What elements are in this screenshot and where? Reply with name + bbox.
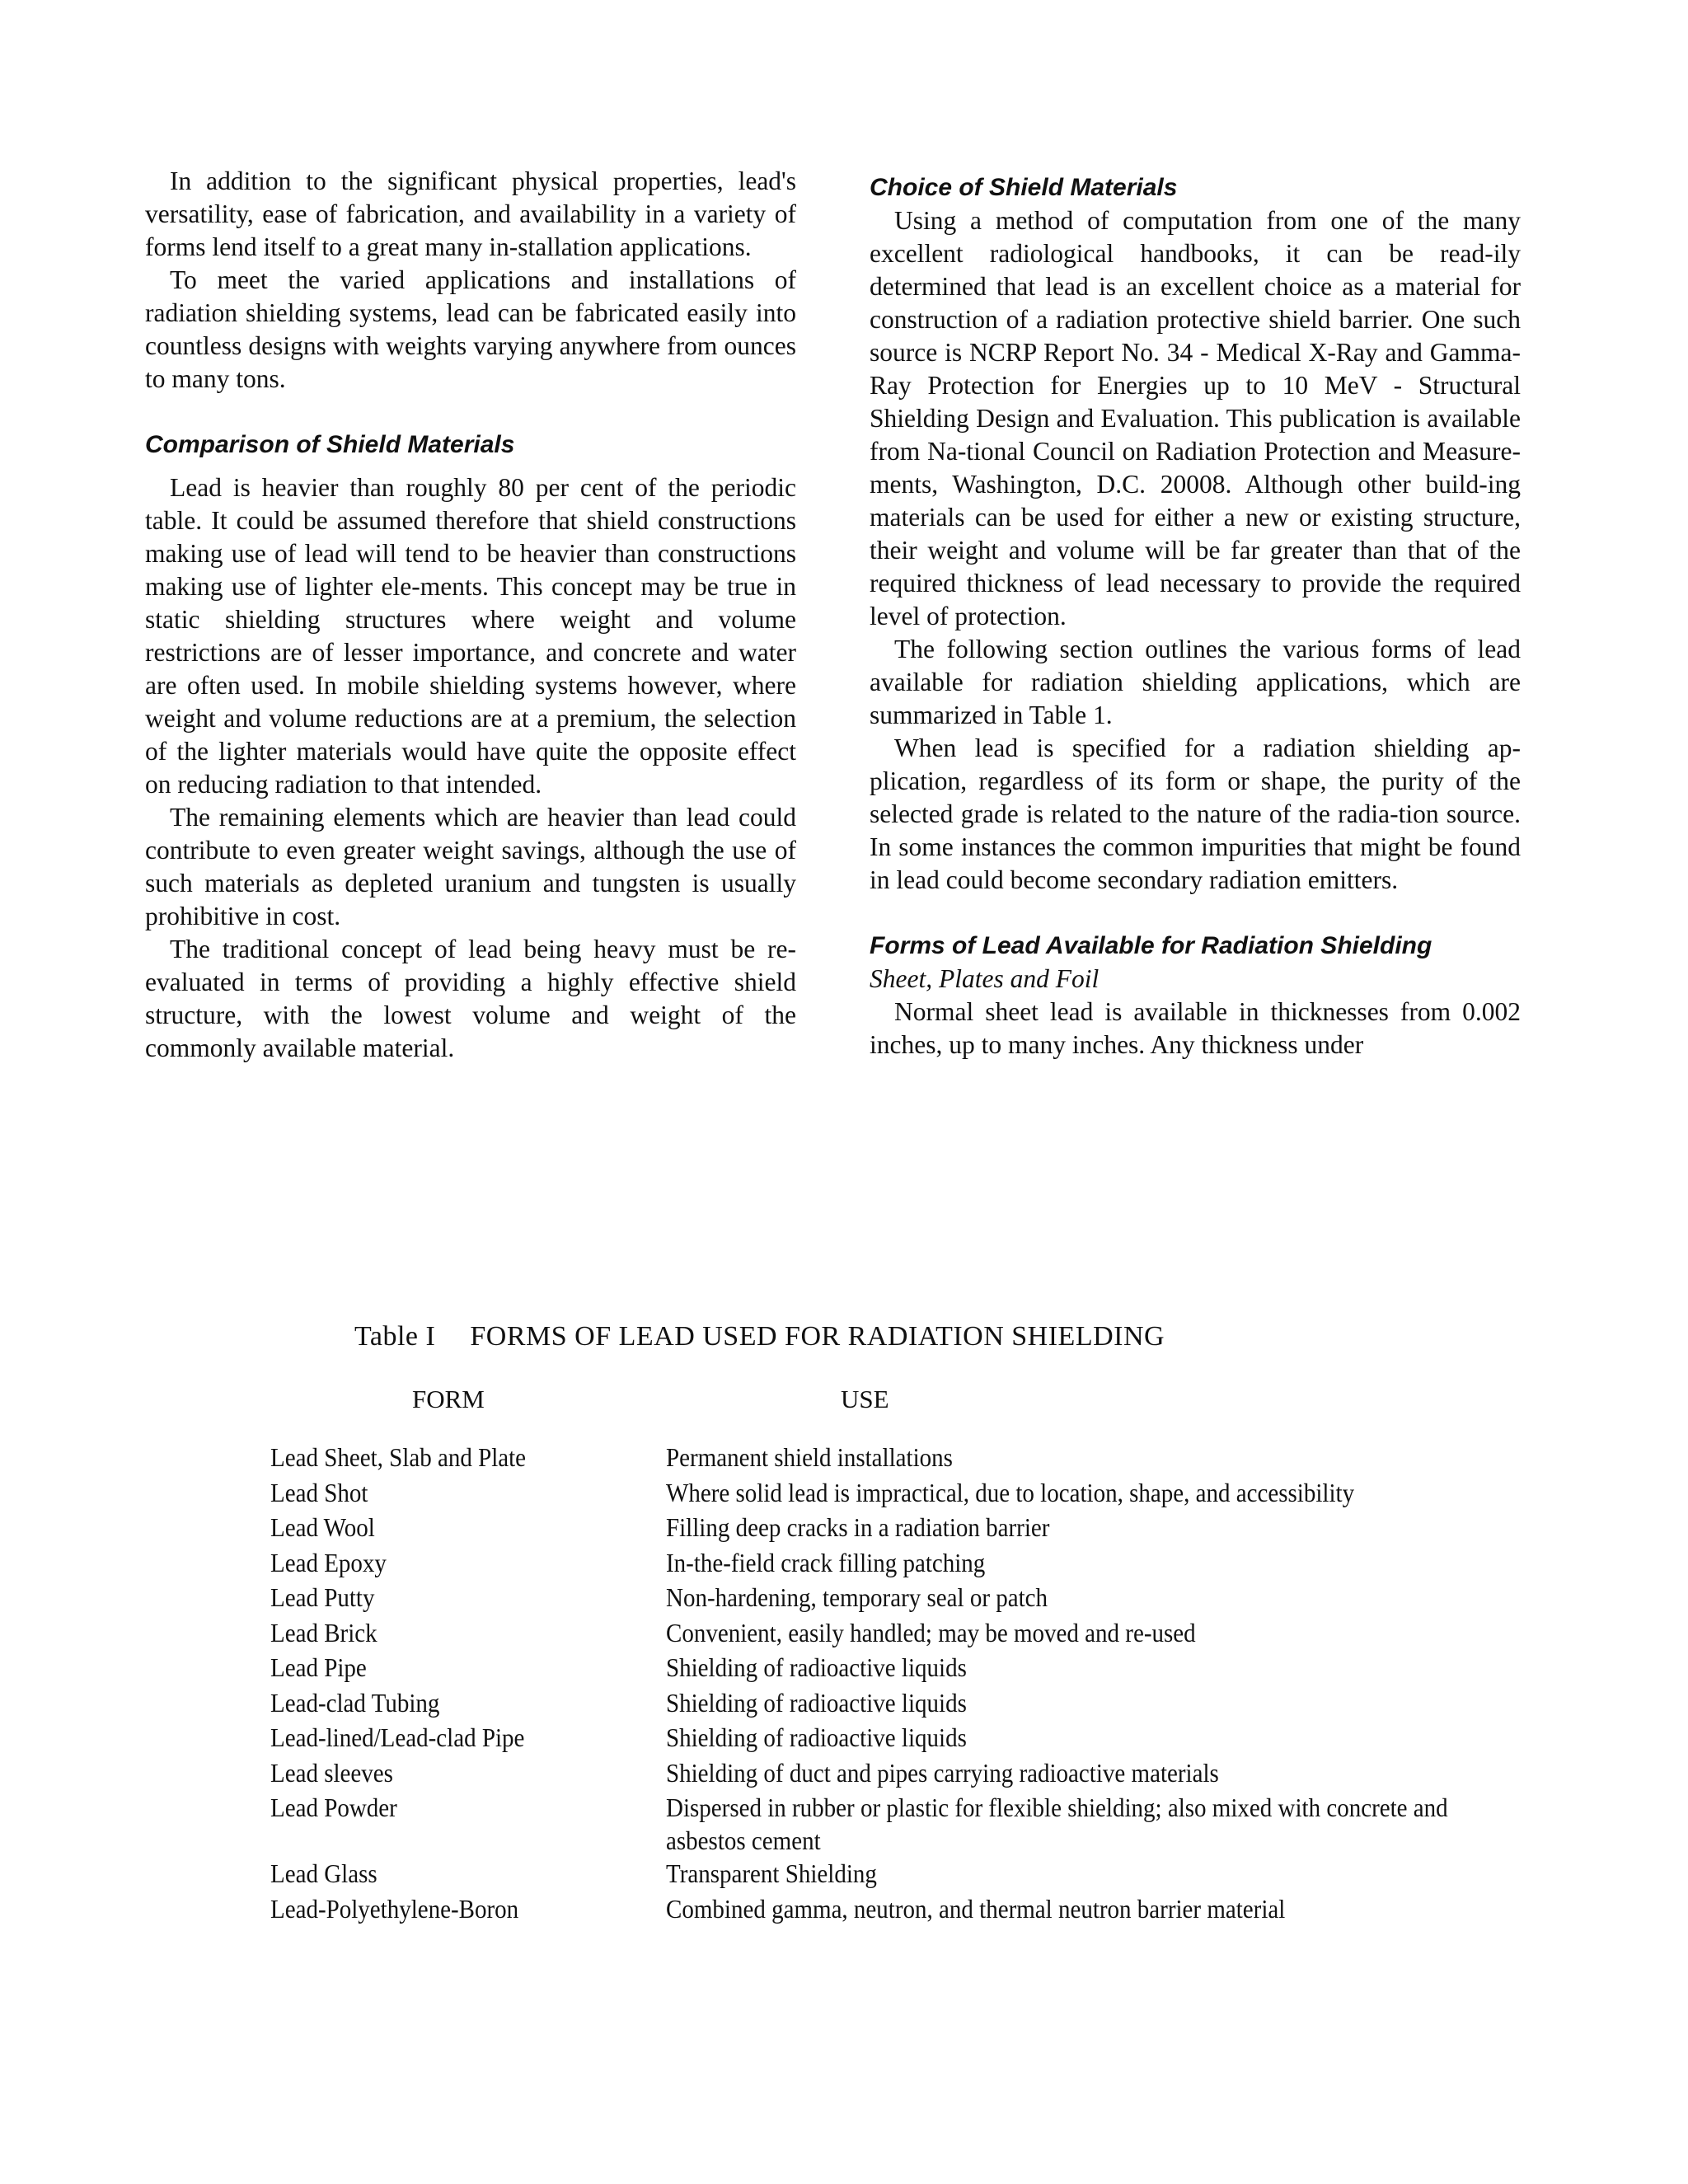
column-header-form: FORM xyxy=(412,1385,485,1413)
left-column xyxy=(145,165,796,1065)
table-row xyxy=(0,1652,1688,1690)
table-row xyxy=(0,1512,1688,1550)
use-cell: Shielding of radioactive liquids xyxy=(666,1689,967,1718)
comparison-paragraph-3: The traditional concept of lead being heavy must be re-evaluated in terms of providing a highly effective shield structure, with the lowest volume and weight of the commonly available material. xyxy=(145,935,796,1062)
intro-paragraph-1: In addition to the significant physical properties, lead's versatility, ease of fabrication, and availability in a variety of forms lend itself to a great many in-stallation applications. xyxy=(145,166,796,261)
form-cell: Lead Putty xyxy=(270,1584,375,1613)
choice-paragraph-2: The following section outlines the various forms of lead available for radiation shielding applications, which are summarized in Table 1. xyxy=(870,635,1521,729)
table-row xyxy=(0,1722,1688,1760)
use-cell: Dispersed in rubber or plastic for flexible shielding; also mixed with concrete and asbestos cement xyxy=(666,1794,1448,1856)
comparison-paragraph-2: The remaining elements which are heavier than lead could contribute to even greater weight savings, although the use of such materials as depleted uranium and tungsten is usually prohibitive in cost. xyxy=(145,803,796,930)
form-cell: Lead Brick xyxy=(270,1619,377,1648)
choice-heading: Choice of Shield Materials xyxy=(870,174,1178,201)
forms-heading: Forms of Lead Available for Radiation Shielding xyxy=(870,932,1432,959)
form-cell: Lead Epoxy xyxy=(270,1549,387,1578)
use-cell: Shielding of radioactive liquids xyxy=(666,1724,967,1753)
form-cell: Lead Pipe xyxy=(270,1654,367,1683)
use-cell: Shielding of duct and pipes carrying radioactive materials xyxy=(666,1759,1219,1788)
form-cell: Lead Powder xyxy=(270,1794,397,1823)
table-row xyxy=(0,1758,1688,1796)
table-row xyxy=(0,1894,1688,1932)
choice-paragraph-3: When lead is specified for a radiation shielding ap-plication, regardless of its form or shape, the purity of the selected grade is related to the nature of the radia-tion source. In some instances the common impurities that might be found in lead could become secondary radiation emitters. xyxy=(870,733,1521,894)
table-title xyxy=(354,1319,1165,1355)
form-cell: Lead-lined/Lead-clad Pipe xyxy=(270,1724,525,1753)
table-row xyxy=(0,1688,1688,1726)
comparison-heading: Comparison of Shield Materials xyxy=(145,431,515,458)
use-cell: Non-hardening, temporary seal or patch xyxy=(666,1584,1048,1613)
use-cell: Shielding of radioactive liquids xyxy=(666,1654,967,1683)
table-row xyxy=(0,1548,1688,1586)
comparison-paragraph-1: Lead is heavier than roughly 80 per cent of the periodic table. It could be assumed therefore that shield constructions making use of lead will tend to be heavier than constructions making use of lighter ele-ments. This concept may be true in static shielding structures where weight and volume restrictions are of lesser importance, and concrete and water are often used. In mobile shielding systems however, where weight and volume reductions are at a premium, the selection of the lighter materials would have quite the opposite effect on reducing radiation to that intended. xyxy=(145,473,796,799)
table-title-text: FORMS OF LEAD USED FOR RADIATION SHIELDING xyxy=(470,1321,1165,1352)
table-row xyxy=(0,1618,1688,1656)
intro-paragraph-2: To meet the varied applications and installations of radiation shielding systems, lead can be fabricated easily into countless designs with weights varying anywhere from ounces to many tons. xyxy=(145,265,796,393)
table-row xyxy=(0,1442,1688,1480)
form-cell: Lead Shot xyxy=(270,1479,368,1508)
form-cell: Lead sleeves xyxy=(270,1759,393,1788)
choice-paragraph-1: Using a method of computation from one of the many excellent radiological handbooks, it can be read-ily determined that lead is an excellent choice as a material for construction of a radiation protective shield barrier. One such source is NCRP Report No. 34 - Medical X-Ray and Gamma-Ray Protection for Energies up to 10 MeV - Structural Shielding Design and Evaluation. This publication is available from Na-tional Council on Radiation Protection and Measure-ments, Washington, D.C. 20008. Although other build-ing materials can be used for either a new or existing structure, their weight and volume will be far greater than that of the required thickness of lead necessary to provide the required level of protection. xyxy=(870,206,1521,630)
use-cell: In-the-field crack filling patching xyxy=(666,1549,986,1578)
table-row xyxy=(0,1858,1688,1896)
sheet-subheading: Sheet, Plates and Foil xyxy=(870,964,1100,993)
form-cell: Lead Glass xyxy=(270,1860,377,1889)
table-label: Table I xyxy=(354,1321,436,1352)
use-cell: Transparent Shielding xyxy=(666,1860,877,1889)
form-cell: Lead Sheet, Slab and Plate xyxy=(270,1444,527,1473)
form-cell: Lead Wool xyxy=(270,1514,375,1543)
table-row xyxy=(0,1478,1688,1516)
column-header-use: USE xyxy=(841,1385,889,1413)
form-cell: Lead-Polyethylene-Boron xyxy=(270,1895,519,1924)
use-cell: Where solid lead is impractical, due to location, shape, and accessibility xyxy=(666,1479,1355,1508)
sheet-paragraph: Normal sheet lead is available in thicknesses from 0.002 inches, up to many inches. Any thickness under xyxy=(870,997,1521,1059)
table-rows xyxy=(0,1442,1688,1929)
form-cell: Lead-clad Tubing xyxy=(270,1689,440,1718)
right-column xyxy=(870,171,1521,1062)
use-cell: Combined gamma, neutron, and thermal neutron barrier material xyxy=(666,1895,1286,1924)
use-cell: Permanent shield installations xyxy=(666,1444,953,1473)
table-row xyxy=(0,1582,1688,1620)
use-cell: Convenient, easily handled; may be moved and re-used xyxy=(666,1619,1196,1648)
table-row xyxy=(0,1793,1688,1863)
use-cell: Filling deep cracks in a radiation barrier xyxy=(666,1514,1050,1543)
